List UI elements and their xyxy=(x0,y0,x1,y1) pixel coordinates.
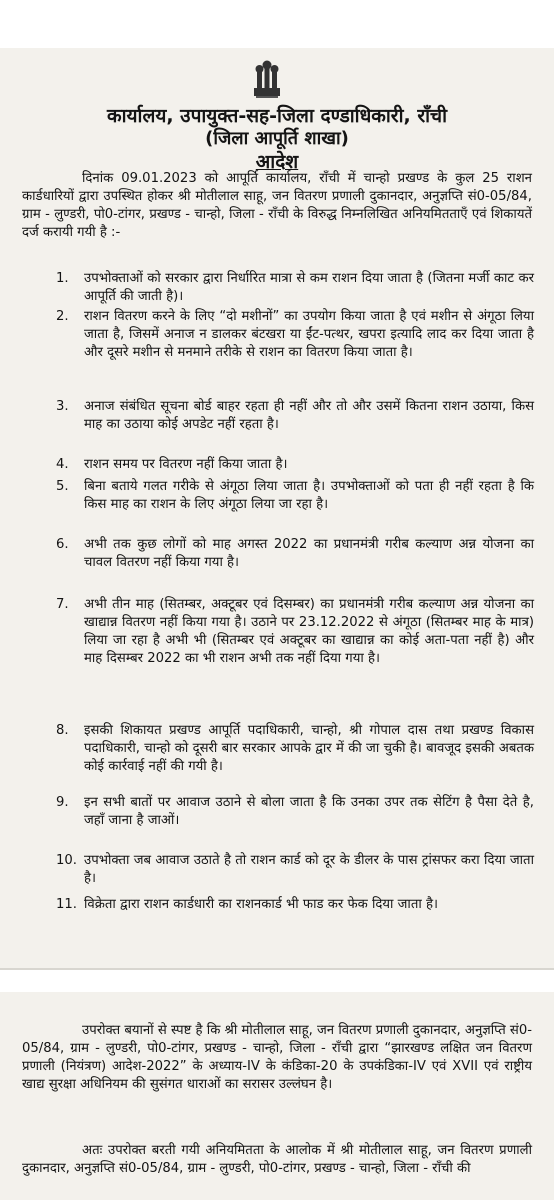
office-subheading: (जिला आपूर्ति शाखा) xyxy=(205,128,349,149)
item-text: अभी तक कुछ लोगों को माह अगस्त 2022 का प्रधानमंत्री गरीब कल्याण अन्न योजना का चावल वितरण नहीं किया गया है। xyxy=(84,537,534,570)
item-number: 6. xyxy=(56,537,69,552)
item-text: राशन वितरण करने के लिए “दो मशीनों” का उपयोग किया जाता है एवं मशीन से अंगूठा लिया जाता है, जिसमें अनाज न डालकर बंटखरा या ईंट-पत्थर, खपरा इत्यादि लाद कर दिया जाता है और दूसरे मशीन से मनमाने तरीके से राशन का वितरण किया जाता है। xyxy=(84,309,534,360)
action-paragraph: अतः उपरोक्त बरती गयी अनियमितता के आलोक में श्री मोतीलाल साहू, जन वितरण प्रणाली दुकानदार, अनुज्ञप्ति सं0-05/84, ग्राम - लुण्डरी, पो0-टांगर, प्रखण्ड - चान्हो, जिला - राँची की xyxy=(22,1143,532,1176)
document-page-1 xyxy=(0,48,554,970)
office-heading: कार्यालय, उपायुक्त-सह-जिला दण्डाधिकारी, राँची xyxy=(106,105,447,127)
item-number: 4. xyxy=(56,457,69,472)
item-number: 7. xyxy=(56,597,69,612)
state-emblem-icon xyxy=(248,58,286,100)
item-text: उपभोक्ता जब आवाज उठाते है तो राशन कार्ड को दूर के डीलर के पास ट्रांसफर करा दिया जाता है। xyxy=(84,853,534,886)
item-number: 1. xyxy=(56,271,69,286)
item-text: बिना बताये गलत गरीके से अंगूठा लिया जाता है। उपभोक्ताओं को पता ही नहीं रहता है कि किस माह का राशन के लिए अंगूठा लिया जा रहा है। xyxy=(84,479,534,512)
conclusion-paragraph: उपरोक्त बयानों से स्पष्ट है कि श्री मोतीलाल साहू, जन वितरण प्रणाली दुकानदार, अनुज्ञप्ति सं0-05/84, ग्राम - लुण्डरी, पो0-टांगर, प्रखण्ड - चान्हो, जिला - राँची द्वारा “झारखण्ड लक्षित जन वितरण प्रणाली (नियंत्रण) आदेश-2022” के अध्याय-IV के कंडिका-20 के उपकंडिका-IV एवं XVII एवं राष्ट्रीय खाद्य सुरक्षा अधिनियम की सुसंगत धाराओं का सरासर उल्लंघन है। xyxy=(22,1023,532,1092)
top-margin xyxy=(0,0,554,48)
item-number: 11. xyxy=(56,897,77,912)
document-page-2 xyxy=(0,992,554,1200)
item-text: उपभोक्ताओं को सरकार द्वारा निर्धारित मात्रा से कम राशन दिया जाता है (जितना मर्जी काट कर आपूर्ति की जाती है)। xyxy=(84,271,534,304)
order-title: आदेश xyxy=(255,151,299,173)
item-number: 2. xyxy=(56,309,69,324)
item-text: इसकी शिकायत प्रखण्ड आपूर्ति पदाधिकारी, चान्हो, श्री गोपाल दास तथा प्रखण्ड विकास पदाधिकारी, चान्हो को दूसरी बार सरकार आपके द्वार में की जा चुकी है। बावजूद इसकी अबतक कोई कार्रवाई नहीं की गयी है। xyxy=(84,723,534,774)
item-text: विक्रेता द्वारा राशन कार्डधारी का राशनकार्ड भी फाड कर फेक दिया जाता है। xyxy=(84,897,438,912)
intro-paragraph: दिनांक 09.01.2023 को आपूर्ति कार्यालय, राँची में चान्हो प्रखण्ड के कुल 25 राशन कार्डधारियों द्वारा उपस्थित होकर श्री मोतीलाल साहू, जन वितरण प्रणाली दुकानदार, अनुज्ञप्ति सं0-05/84, ग्राम - लुण्डरी, पो0-टांगर, प्रखण्ड - चान्हो, जिला - राँची के विरुद्ध निम्नलिखित अनियमितताएँ एवं शिकायतें दर्ज करायी गयी है :- xyxy=(22,171,532,240)
item-text: अभी तीन माह (सितम्बर, अक्टूबर एवं दिसम्बर) का प्रधानमंत्री गरीब कल्याण अन्न योजना का खाद्यान्न वितरण नहीं किया गया है। उठाने पर 23.12.2022 से अंगूठा (सितम्बर माह के मात्र) लिया जा रहा है अभी भी (सितम्बर एवं अक्टूबर का खाद्यान्न का कोई अता-पता नहीं है) और माह दिसम्बर 2022 का भी राशन अभी तक नहीं दिया गया है। xyxy=(84,597,534,666)
item-text: अनाज संबंधित सूचना बोर्ड बाहर रहता ही नहीं और तो और उसमें कितना राशन उठाया, किस माह का उठाया कोई अपडेट नहीं रहता है। xyxy=(84,399,534,432)
item-number: 3. xyxy=(56,399,69,414)
item-text: इन सभी बातों पर आवाज उठाने से बोला जाता है कि उनका उपर तक सेटिंग है पैसा देते है, जहाँ जाना है जाओं। xyxy=(84,795,534,828)
item-text: राशन समय पर वितरण नहीं किया जाता है। xyxy=(84,457,288,472)
item-number: 9. xyxy=(56,795,69,810)
item-number: 10. xyxy=(56,853,77,868)
item-number: 5. xyxy=(56,479,69,494)
page-gap xyxy=(0,970,554,992)
item-number: 8. xyxy=(56,723,69,738)
